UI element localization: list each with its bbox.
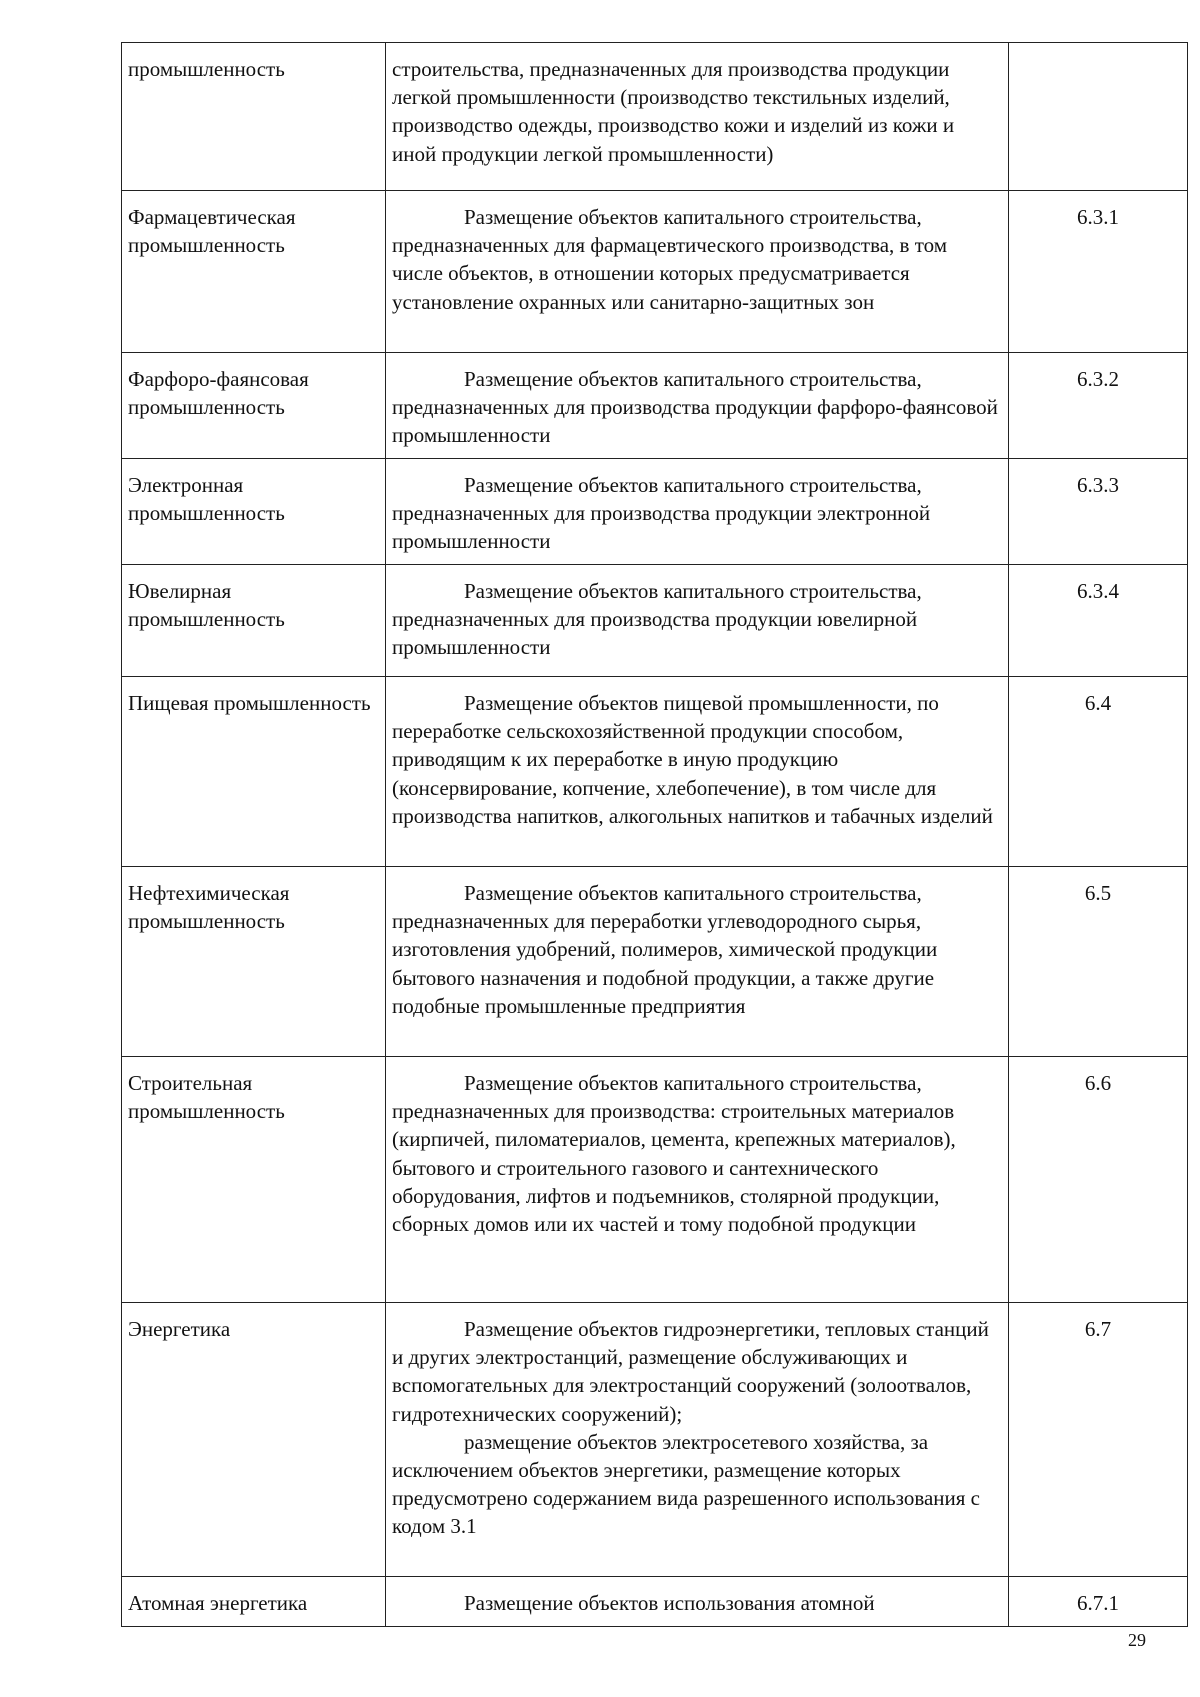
activity-name: Ювелирная промышленность (122, 565, 386, 677)
activity-name: Энергетика (122, 1303, 386, 1577)
activity-description (386, 459, 1009, 565)
activity-code: 6.3.2 (1009, 353, 1188, 459)
activity-code: 6.3.1 (1009, 191, 1188, 353)
activity-code: 6.7.1 (1009, 1577, 1188, 1627)
description-paragraph: строительства, предназначенных для производства продукции легкой промышленности (производство текстильных изделий, производство одежды, производство кожи и изделий из кожи и иной продукции легкой промышленности) (392, 57, 955, 166)
table-row (122, 459, 1188, 565)
activity-name: Фармацевтическая промышленность (122, 191, 386, 353)
activity-name: промышленность (122, 43, 386, 191)
activity-name: Пищевая промышленность (122, 677, 386, 867)
table-row (122, 43, 1188, 191)
activity-description (386, 1057, 1009, 1303)
activity-description (386, 1577, 1009, 1627)
description-paragraph: Размещение объектов капитального строительства, предназначенных для переработки углеводородного сырья, изготовления удобрений, полимеров, химической продукции бытового назначения и подобной продукции, а также другие подобные промышленные предприятия (392, 881, 938, 1018)
table-row (122, 353, 1188, 459)
description-paragraph: размещение объектов электросетевого хозяйства, за исключением объектов энергетики, размещение которых предусмотрено содержанием вида разрешенного использования с кодом 3.1 (392, 1429, 980, 1539)
activity-description (386, 43, 1009, 191)
activity-name: Строительная промышленность (122, 1057, 386, 1303)
activity-name: Нефтехимическая промышленность (122, 867, 386, 1057)
activity-code: 6.6 (1009, 1057, 1188, 1303)
table-row (122, 677, 1188, 867)
activity-description (386, 191, 1009, 353)
table-row (122, 191, 1188, 353)
activity-code: 6.3.4 (1009, 565, 1188, 677)
table-row (122, 867, 1188, 1057)
description-paragraph: Размещение объектов капитального строительства, предназначенных для производства продукции ювелирной промышленности (392, 579, 922, 660)
activity-code: 6.7 (1009, 1303, 1188, 1577)
table-row (122, 1057, 1188, 1303)
activity-code: 6.3.3 (1009, 459, 1188, 565)
activity-description (386, 1303, 1009, 1577)
activity-description (386, 353, 1009, 459)
table-row (122, 565, 1188, 677)
activity-description (386, 677, 1009, 867)
activity-description (386, 565, 1009, 677)
description-paragraph: Размещение объектов капитального строительства, предназначенных для производства: строительных материалов (кирпичей, пиломатериалов, цемента, крепежных материалов), бытового и строительного газового и сантехнического оборудования, лифтов и подъемников, столярной продукции, сборных домов или их частей и тому подобной продукции (392, 1071, 956, 1237)
table-row (122, 1303, 1188, 1577)
activity-name: Электронная промышленность (122, 459, 386, 565)
activity-code: 6.5 (1009, 867, 1188, 1057)
table-row (122, 1577, 1188, 1627)
activity-description (386, 867, 1009, 1057)
activity-code (1009, 43, 1188, 191)
page-number: 29 (1128, 1630, 1146, 1650)
description-paragraph: Размещение объектов использования атомной (464, 1591, 875, 1615)
description-paragraph: Размещение объектов капитального строительства, предназначенных для фармацевтического производства, в том числе объектов, в отношении которых предусматривается установление охранных или санитарно-защитных зон (392, 205, 948, 314)
description-paragraph: Размещение объектов капитального строительства, предназначенных для производства продукции электронной промышленности (392, 473, 931, 554)
activity-name: Фарфоро-фаянсовая промышленность (122, 353, 386, 459)
land-use-table (121, 42, 1188, 1627)
activity-name: Атомная энергетика (122, 1577, 386, 1627)
description-paragraph: Размещение объектов капитального строительства, предназначенных для производства продукции фарфоро-фаянсовой промышленности (392, 367, 998, 448)
description-paragraph: Размещение объектов гидроэнергетики, тепловых станций и других электростанций, размещение обслуживающих и вспомогательных для электростанций сооружений (золоотвалов, гидротехнических сооружений); (392, 1317, 989, 1426)
description-paragraph: Размещение объектов пищевой промышленности, по переработке сельскохозяйственной продукции способом, приводящим к их переработке в иную продукцию (консервирование, копчение, хлебопечение), в том числе для производства напитков, алкогольных напитков и табачных изделий (392, 691, 993, 828)
activity-code: 6.4 (1009, 677, 1188, 867)
